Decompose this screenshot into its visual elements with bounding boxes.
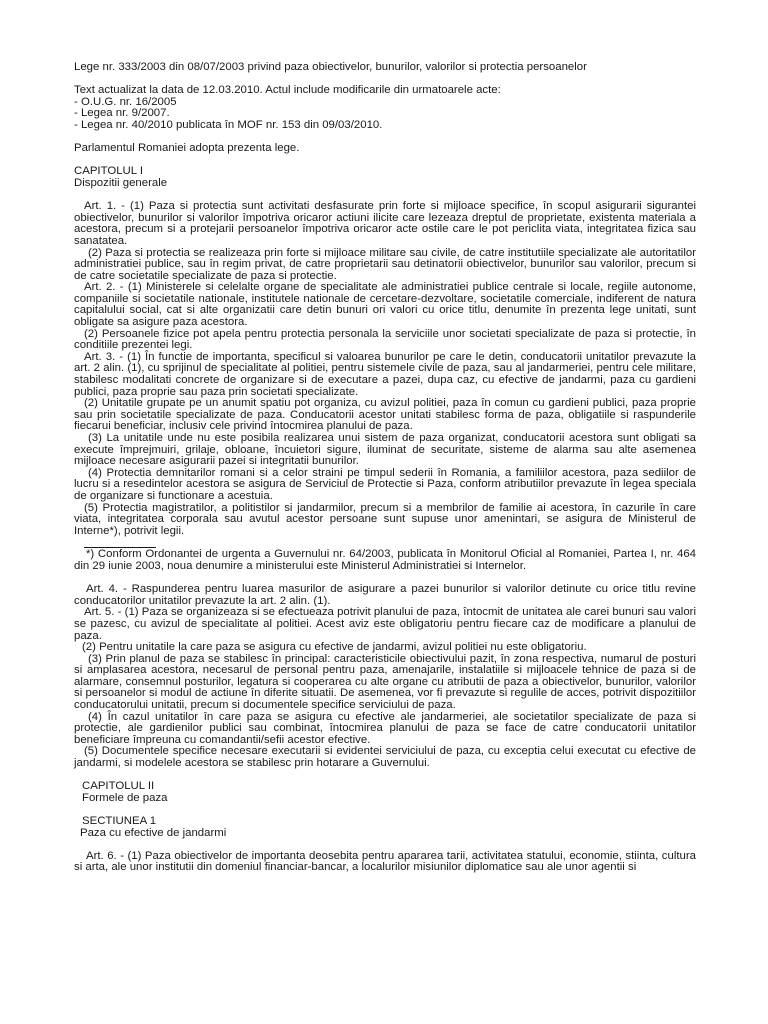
article-paragraph: (2) Unitatile grupate pe un anumit spatiu pot organiza, cu avizul politiei, paza în comun cu gardieni publici, paza proprie sau prin societatile specializate de paza. Conducatorii acestor unitati stabilesc forma de paza, obligatiile si raspunderile fiecarui beneficiar, inclusiv cele privind întocmirea planului de paza. bbox=[74, 397, 696, 433]
amendment-item: - Legea nr. 40/2010 publicata în MOF nr. 153 din 09/03/2010. bbox=[74, 118, 383, 131]
footnote-text: *) Conform Ordonantei de urgenta a Guvernului nr. 64/2003, publicata în Monitorul Oficial al Romaniei, Partea I, nr. 464 din 29 iunie 2003, noua denumire a ministerului este Ministerul Administratiei si Internelor. bbox=[74, 548, 696, 572]
section-heading: SECTIUNEA 1 bbox=[82, 815, 157, 827]
law-title: Lege nr. 333/2003 din 08/07/2003 privind paza obiectivelor, bunurilor, valorilor si protectia persoanelor bbox=[74, 61, 587, 73]
article-paragraph: Art. 1. - (1) Paza si protectia sunt activitati desfasurate prin forte si mijloace specifice, în scopul asigurarii sigurantei obiectivelor, bunurilor si valorilor împotriva oricaror actiuni ilicite care lezeaza dreptul de proprietate, existenta materiala a acestora, precum si a protejarii persoanelor împotriva oricaror acte ostile care le pot periclita viata, integritatea fizica sau sanatatea. bbox=[74, 200, 696, 247]
chapter-heading: CAPITOLUL I bbox=[74, 165, 143, 178]
article-paragraph: Art. 5. - (1) Paza se organizeaza si se efectueaza potrivit planului de paza, întocmit de unitatea ale carei bunuri sau valori se pazesc, cu avizul de specialitate al politiei. Acest aviz este obligatoriu pentru fiecare caz de modificare a planului de paza. bbox=[74, 606, 696, 642]
article-paragraph: (2) Paza si protectia se realizeaza prin forte si mijloace militare sau civile, de catre institutiile specializate ale autoritatilor administratiei publice, sau în regim privat, de catre proprietarii sau detinatorii obiectivelor, bunurilor sau valorilor, precum si de catre societatile specializate de paza si protectie. bbox=[74, 246, 696, 282]
chapter-subtitle: Formele de paza bbox=[82, 791, 168, 804]
article-paragraph: (2) Persoanele fizice pot apela pentru protectia personala la serviciile unor societati specializate de paza si protectie, în conditiile prezentei legi. bbox=[74, 327, 696, 352]
amendment-item: - O.U.G. nr. 16/2005 bbox=[74, 95, 177, 108]
article-paragraph: (5) Protectia magistratilor, a politistilor si jandarmilor, precum si a membrilor de familie ai acestora, în cazurile în care viata, integritatea corporala sau avutul acestor persoane sunt supuse unor amenintari, se asigura de Ministerul de Interne*), potrivit legii. bbox=[74, 501, 696, 537]
article-paragraph: (3) La unitatile unde nu este posibila realizarea unui sistem de paza organizat, conducatorii acestora sunt obligati sa execute împrejmuiri, grilaje, obloane, încuietori sigure, iluminat de securitate, sisteme de alarma sau alte asemenea mijloace necesare asigurarii pazei si integritatii bunurilor. bbox=[74, 432, 696, 468]
section-subtitle: Paza cu efective de jandarmi bbox=[80, 826, 227, 839]
article-paragraph: (5) Documentele specifice necesare executarii si evidentei serviciului de paza, cu exceptia celui executat cu efective de jandarmi, si modelele acestora se stabilesc prin hotarare a Guvernului. bbox=[74, 745, 696, 770]
article-paragraph: (2) Pentru unitatile la care paza se asigura cu efective de jandarmi, avizul politiei nu este obligatoriu. bbox=[82, 641, 587, 654]
article-paragraph: (4) În cazul unitatilor în care paza se asigura cu efective ale jandarmeriei, ale societatilor specializate de paza si protectie, ale gardienilor publici sau combinat, întocmirea planului de paza se face de catre conducatorii unitatilor beneficiare împreuna cu comandantii/sefii acestor efective. bbox=[74, 710, 696, 746]
article-paragraph: Art. 3. - (1) În functie de importanta, specificul si valoarea bunurilor pe care le detin, conducatorii unitatilor prevazute la art. 2 alin. (1), cu sprijinul de specialitate al politiei, pentru sistemele civile de paza, sau al jandarmeriei, pentru cele militare, stabilesc modalitati concrete de organizare si de executare a pazei, dupa caz, cu efective de jandarmi, paza cu gardieni publici, paza proprie sau paza prin societati specializate. bbox=[74, 350, 696, 398]
document-body bbox=[74, 62, 696, 874]
amendment-item: - Legea nr. 9/2007. bbox=[74, 107, 170, 120]
article-paragraph: (3) Prin planul de paza se stabilesc în principal: caracteristicile obiectivului pazit, în zona respectiva, numarul de posturi si amplasarea acestora, necesarul de personal pentru paza, amenajarile, instalatiile si mijloacele tehnice de paza si de alarmare, consemnul posturilor, legatura si cooperarea cu alte organe cu atributii de paza a obiectivelor, bunurilor, valorilor si persoanelor si modul de actiune în diferite situatii. De asemenea, vor fi prevazute si regulile de acces, potrivit dispozitiilor conducatorului unitatii, precum si documentele specifice serviciului de paza. bbox=[74, 652, 696, 712]
chapter-heading: CAPITOLUL II bbox=[82, 780, 155, 793]
article-paragraph: (4) Protectia demnitarilor romani si a celor straini pe timpul sederii în Romania, a familiilor acestora, paza sediilor de lucru si a resedintelor acestora se asigura de Serviciul de Protectie si Paza, conform atributiilor prevazute în legea speciala de organizare si functionare a acestuia. bbox=[74, 466, 696, 502]
article-paragraph: Art. 6. - (1) Paza obiectivelor de importanta deosebita pentru apararea tarii, activitatea statului, economie, stiinta, cultura si arta, ale unor institutii din domeniul financiar-bancar, a localurilor misiunilor diplomatice sau ale unor agentii si bbox=[74, 849, 696, 874]
adoption-statement: Parlamentul Romaniei adopta prezenta lege. bbox=[74, 142, 300, 155]
chapter-subtitle: Dispozitii generale bbox=[74, 176, 168, 189]
update-note: Text actualizat la data de 12.03.2010. Actul include modificarile din urmatoarele acte: bbox=[74, 84, 501, 97]
article-paragraph: Art. 4. - Raspunderea pentru luarea masurilor de asigurare a pazei bunurilor si valorilor detinute cu orice titlu revine conducatorilor unitatilor prevazute la art. 2 alin. (1). bbox=[74, 583, 696, 607]
article-paragraph: Art. 2. - (1) Ministerele si celelalte organe de specialitate ale administratiei publice centrale si locale, regiile autonome, companiile si societatile nationale, institutele nationale de cercetare-dezvoltare, societatile comerciale, indiferent de natura capitalului social, cat si alte organizatii care detin bunuri ori valori cu orice titlu, denumite în prezenta lege unitati, sunt obligate sa asigure paza acestora. bbox=[74, 281, 696, 329]
